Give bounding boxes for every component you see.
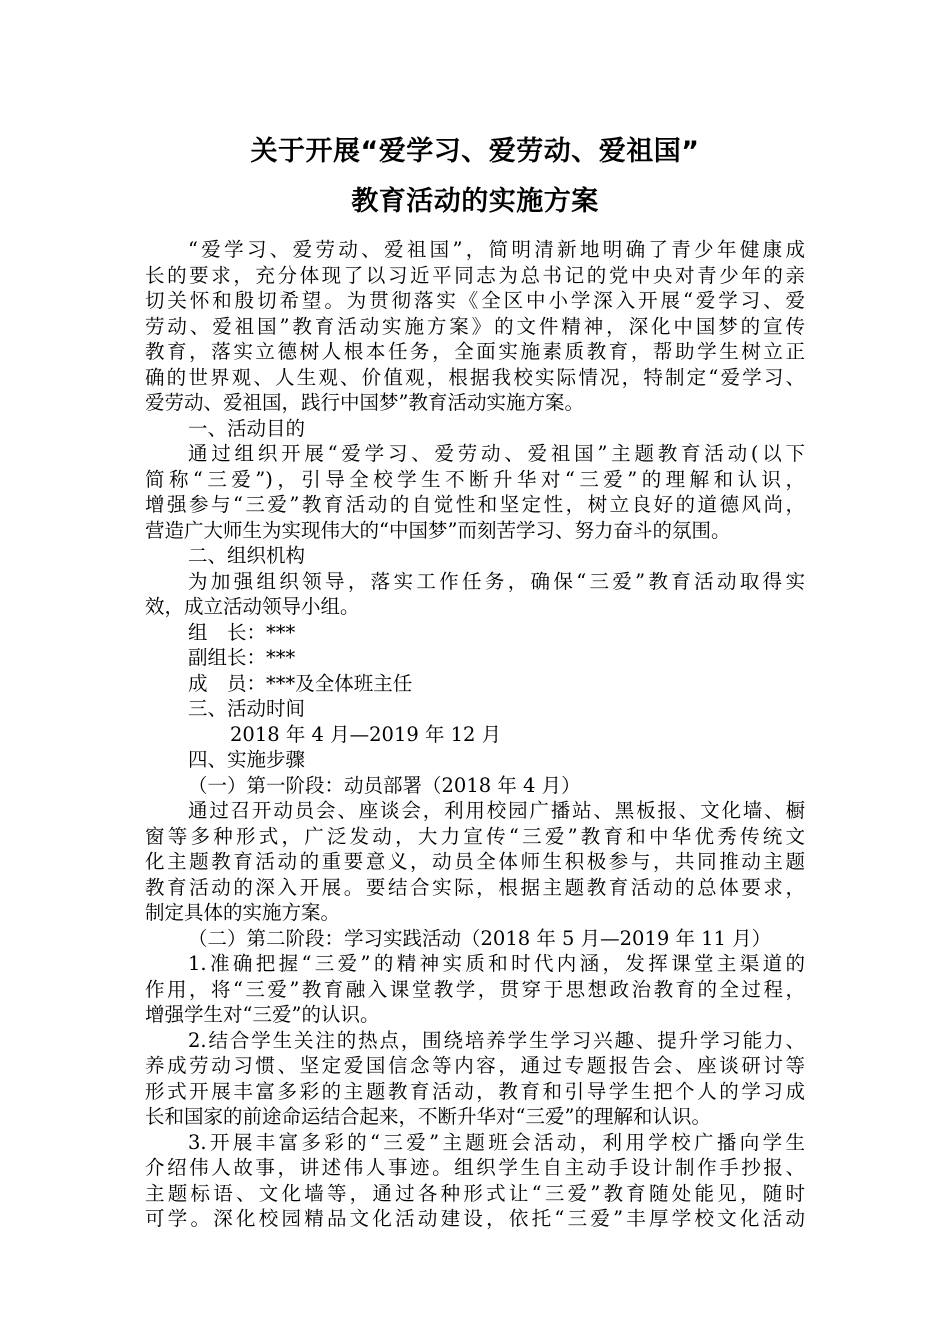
paragraph-line: 2.结合学生关注的热点，围绕培养学生学习兴趣、提升学习能力、 (188, 1028, 805, 1052)
paragraph-line: 营造广大师生为实现伟大的“中国梦”而刻苦学习、努力奋斗的氛围。 (145, 518, 731, 542)
date-range-line: 2018 年 4 月—2019 年 12 月 (230, 722, 502, 746)
paragraph-line: 为加强组织领导，落实工作任务，确保“三爱”教育活动取得实 (188, 569, 805, 593)
paragraph-line: 主题标语、文化墙等，通过各种形式让“三爱”教育随处能见，随时 (145, 1181, 805, 1205)
paragraph-line: 通过组织开展“爱学习、爱劳动、爱祖国”主题教育活动(以下 (188, 442, 805, 465)
paragraph-line: 1.准确把握“三爱”的精神实质和时代内涵，发挥课堂主渠道的 (188, 952, 805, 975)
paragraph-line: 3.开展丰富多彩的“三爱”主题班会活动，利用学校广播向学生 (188, 1130, 805, 1154)
subsection-heading: （二）第二阶段：学习实践活动（2018 年 5 月—2019 年 11 月） (188, 926, 772, 950)
member-line: 成 员：***及全体班主任 (188, 671, 413, 695)
section-heading: 二、组织机构 (188, 544, 306, 567)
paragraph-line: 确的世界观、人生观、价值观，根据我校实际情况，特制定“爱学习、 (145, 365, 805, 389)
paragraph-line: “爱学习、爱劳动、爱祖国”，简明清新地明确了青少年健康成 (188, 238, 805, 261)
paragraph-line: 形式开展丰富多彩的主题教育活动，教育和引导学生把个人的学习成 (145, 1079, 805, 1103)
subsection-heading: （一）第一阶段：动员部署（2018 年 4 月） (188, 773, 581, 797)
document-body (145, 237, 805, 1232)
paragraph-line: 长和国家的前途命运结合起来，不断升华对“三爱”的理解和认识。 (145, 1105, 711, 1128)
paragraph-line: 劳动、爱祖国”教育活动实施方案》的文件精神，深化中国梦的宣传 (145, 314, 805, 338)
paragraph-line: 增强参与“三爱”教育活动的自觉性和坚定性，树立良好的道德风尚， (145, 493, 805, 516)
paragraph-line: 效，成立活动领导小组。 (145, 595, 360, 618)
member-line: 副组长：*** (188, 646, 296, 669)
paragraph-line: 窗等多种形式，广泛发动，大力宣传“三爱”教育和中华优秀传统文 (145, 824, 805, 848)
paragraph-line: 长的要求，充分体现了以习近平同志为总书记的党中央对青少年的亲 (145, 263, 805, 287)
paragraph-line: 教育，落实立德树人根本任务，全面实施素质教育，帮助学生树立正 (145, 340, 805, 363)
paragraph-line: 制定具体的实施方案。 (145, 901, 341, 924)
paragraph-line: 增强学生对“三爱”的认识。 (145, 1003, 380, 1026)
paragraph-line: 可学。深化校园精品文化活动建设，依托“三爱”丰厚学校文化活动 (145, 1207, 805, 1230)
paragraph-line: 养成劳动习惯、坚定爱国信念等内容，通过专题报告会、座谈研讨等 (145, 1054, 805, 1077)
paragraph-line: 作用，将“三爱”教育融入课堂教学，贯穿于思想政治教育的全过程， (145, 977, 805, 1001)
section-heading: 四、实施步骤 (188, 748, 306, 771)
paragraph-line: 教育活动的深入开展。要结合实际，根据主题教育活动的总体要求， (145, 875, 805, 899)
paragraph-line: 介绍伟人故事，讲述伟人事迹。组织学生自主动手设计制作手抄报、 (145, 1156, 805, 1179)
section-heading: 三、活动时间 (188, 697, 306, 720)
paragraph-line: 切关怀和殷切希望。为贯彻落实《全区中小学深入开展“爱学习、爱 (145, 289, 805, 312)
paragraph-line: 简称“三爱”)，引导全校学生不断升华对“三爱”的理解和认识， (145, 467, 805, 491)
section-heading: 一、活动目的 (188, 416, 306, 440)
paragraph-line: 化主题教育活动的重要意义，动员全体师生积极参与，共同推动主题 (145, 850, 805, 873)
document-title-line-1: 关于开展“爱学习、爱劳动、爱祖国” (250, 136, 700, 167)
paragraph-line: 爱劳动、爱祖国，践行中国梦”教育活动实施方案。 (145, 391, 584, 414)
document-title-line-2: 教育活动的实施方案 (351, 186, 599, 217)
member-line: 组 长：*** (188, 620, 296, 644)
paragraph-line: 通过召开动员会、座谈会，利用校园广播站、黑板报、文化墙、橱 (188, 799, 805, 822)
